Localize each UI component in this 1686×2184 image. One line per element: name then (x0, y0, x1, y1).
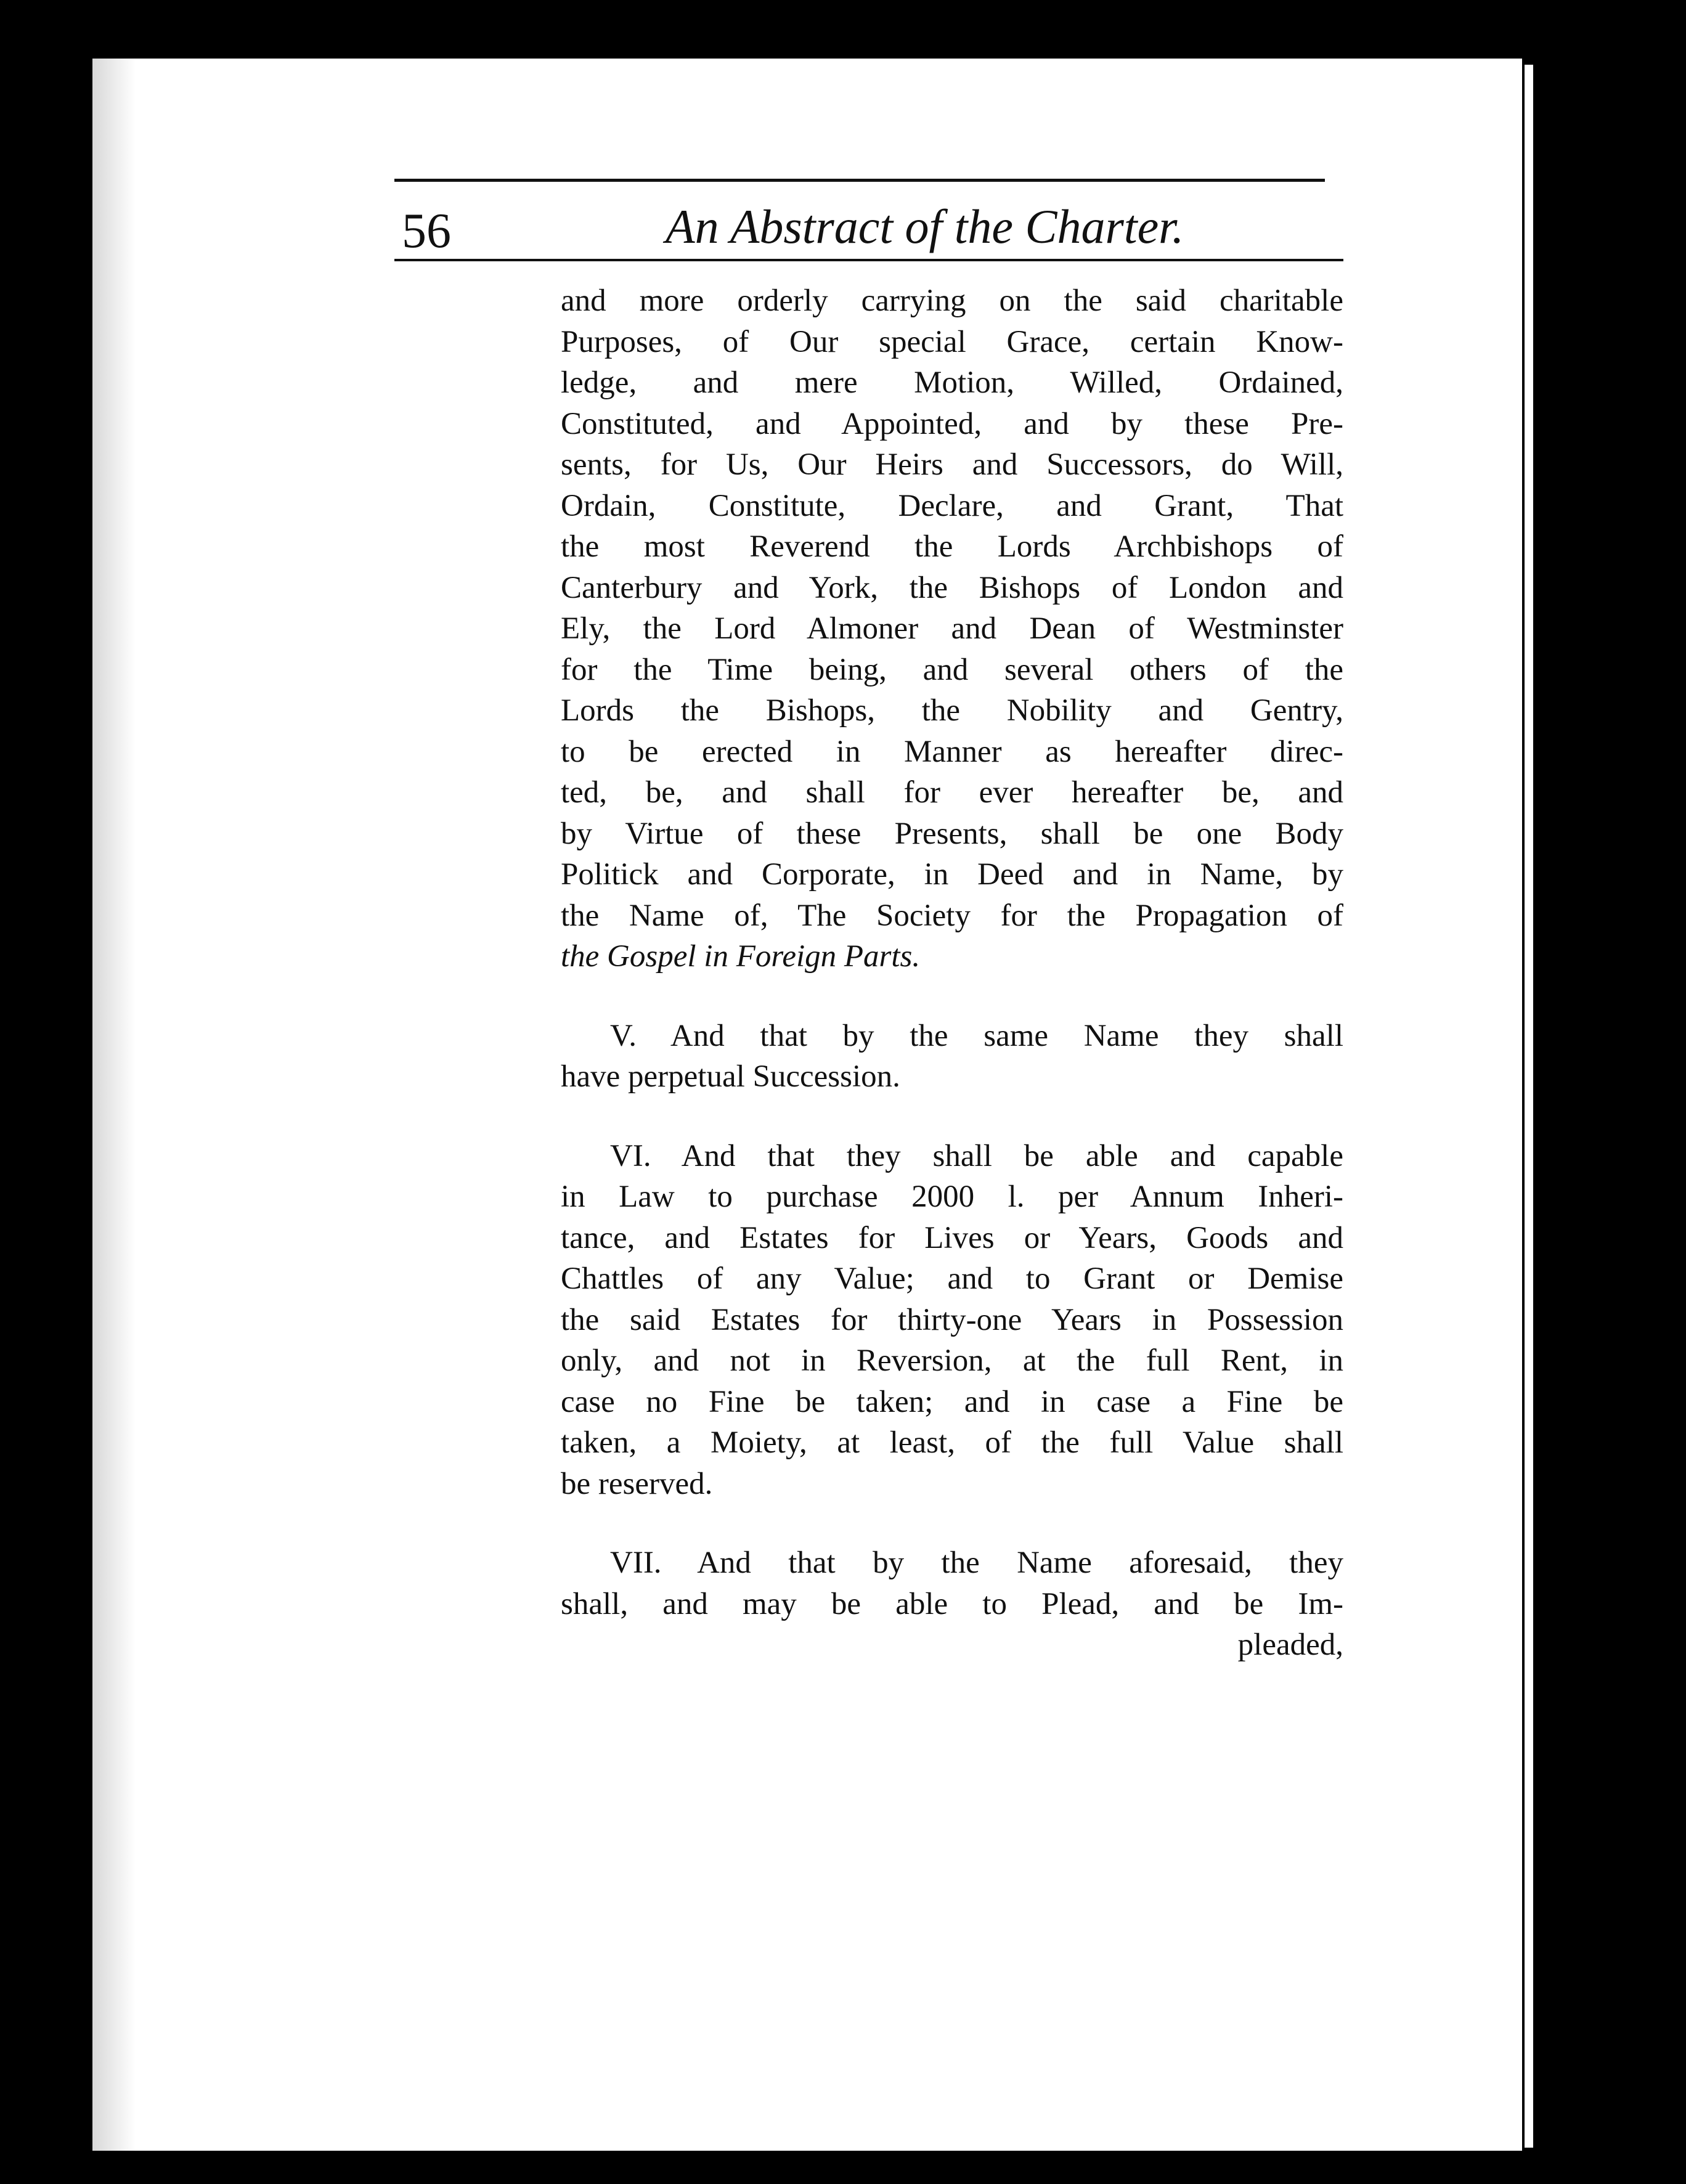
text-line: only, and not in Reversion, at the full Rent, in (561, 1343, 1343, 1378)
text-line: for the Time being, and several others of the (561, 652, 1343, 687)
text-line: V. And that by the same Name they shall (610, 1018, 1343, 1053)
paragraph-vi (561, 1136, 1343, 1505)
text-line: VI. And that they shall be able and capable (610, 1138, 1343, 1173)
text-line: have perpetual Succession. (561, 1059, 900, 1094)
paragraph-gap (561, 977, 1343, 1016)
text-line: be reserved. (561, 1466, 713, 1501)
text-line: case no Fine be taken; and in case a Fine be (561, 1384, 1343, 1419)
text-line: to be erected in Manner as hereafter direc- (561, 734, 1343, 769)
text-line: Constituted, and Appointed, and by these Pre- (561, 406, 1343, 441)
header-rule-bottom (394, 259, 1343, 261)
text-line: sents, for Us, Our Heirs and Successors, do Will, (561, 447, 1343, 482)
text-line: Ely, the Lord Almoner and Dean of Westminster (561, 611, 1343, 646)
page-number: 56 (402, 204, 451, 258)
paragraph-v (561, 1016, 1343, 1098)
text-line: VII. And that by the Name aforesaid, they (610, 1546, 1343, 1580)
text-line: shall, and may be able to Plead, and be Im- (561, 1586, 1343, 1621)
running-head: An Abstract of the Charter. (666, 200, 1184, 253)
text-line: taken, a Moiety, at least, of the full Value shall (561, 1425, 1343, 1460)
text-line: in Law to purchase 2000 l. per Annum Inheri- (561, 1180, 1343, 1214)
text-line: Canterbury and York, the Bishops of London and (561, 570, 1343, 605)
paragraph-gap (561, 1504, 1343, 1542)
text-line: Lords the Bishops, the Nobility and Gentry, (561, 693, 1343, 728)
text-line: the most Reverend the Lords Archbishops of (561, 529, 1343, 564)
text-line: by Virtue of these Presents, shall be one Body (561, 816, 1343, 851)
body-text (561, 280, 1343, 1666)
text-line: Purposes, of Our special Grace, certain Know- (561, 324, 1343, 359)
text-line: the Name of, The Society for the Propagation of (561, 898, 1343, 933)
text-line: ted, be, and shall for ever hereafter be, and (561, 775, 1343, 810)
text-line: the Gospel in Foreign Parts. (561, 939, 921, 974)
text-line: ledge, and mere Motion, Willed, Ordained, (561, 365, 1343, 400)
header-rule-top (394, 179, 1325, 182)
text-line: Ordain, Constitute, Declare, and Grant, That (561, 488, 1343, 523)
page-gutter-shadow (92, 59, 136, 2151)
text-line: Politick and Corporate, in Deed and in Name, by (561, 857, 1343, 892)
paragraph-vii (561, 1542, 1343, 1666)
text-line: the said Estates for thirty-one Years in Possession (561, 1302, 1343, 1337)
text-line: Chattles of any Value; and to Grant or Demise (561, 1261, 1343, 1296)
text-line: and more orderly carrying on the said charitable (561, 283, 1343, 318)
paragraph-gap (561, 1098, 1343, 1136)
facing-page-edge (1525, 65, 1533, 2148)
text-line: tance, and Estates for Lives or Years, Goods and (561, 1220, 1343, 1255)
catchword: pleaded, (1237, 1628, 1343, 1662)
paragraph-iv-continued (561, 280, 1343, 977)
